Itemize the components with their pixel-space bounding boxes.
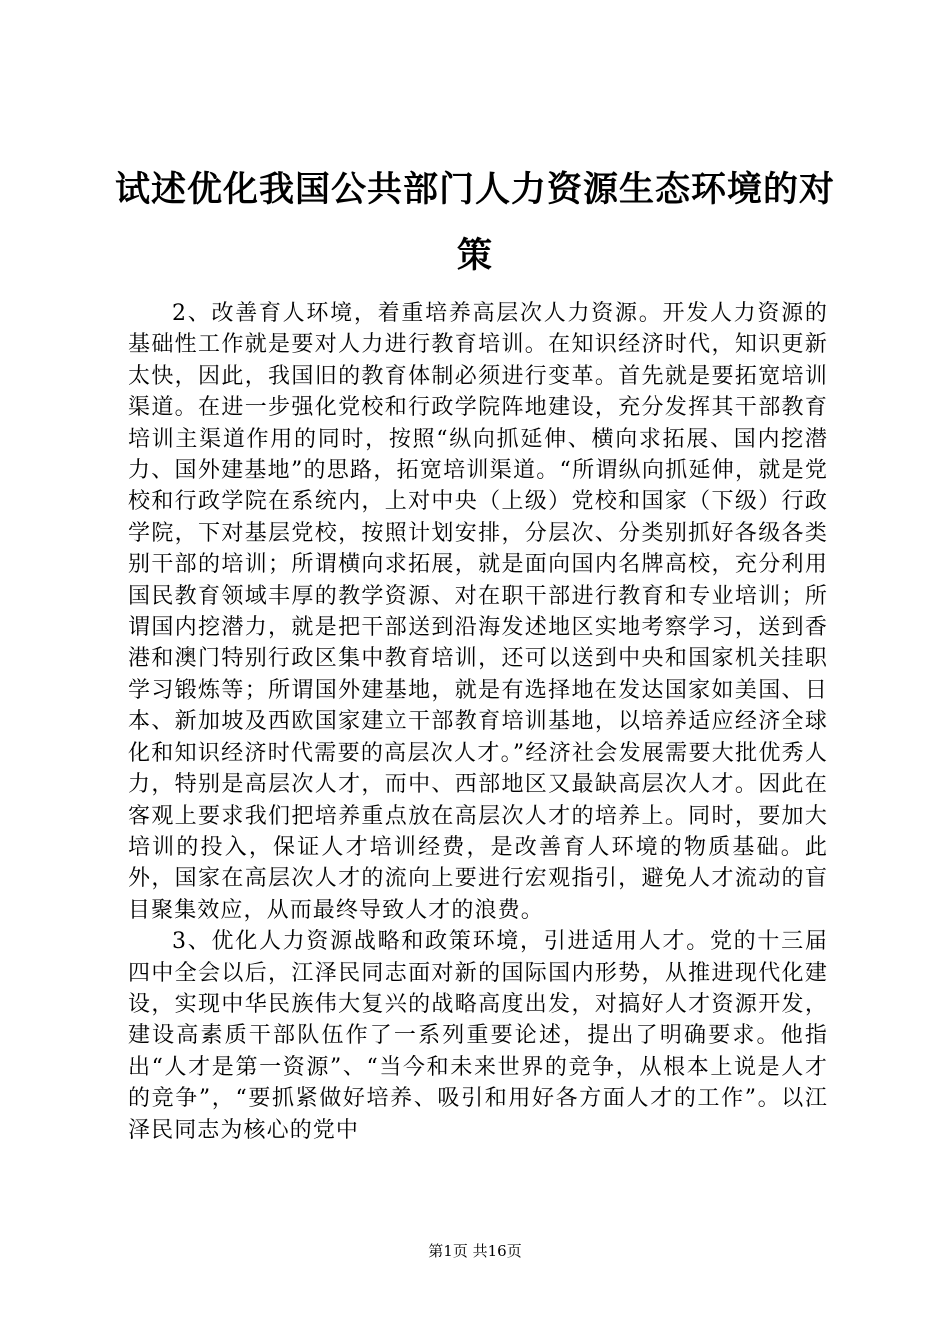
paragraph-2: 2、改善育人环境，着重培养高层次人力资源。开发人力资源的基础性工作就是要对人力进行教育培训。在知识经济时代，知识更新太快，因此，我国旧的教育体制必须进行变革。首先就是要拓宽培训渠道。在进一步强化党校和行政学院阵地建设，充分发挥其干部教育培训主渠道作用的同时，按照“纵向抓延伸、横向求拓展、国内挖潜力、国外建基地”的思路，拓宽培训渠道。“所谓纵向抓延伸，就是党校和行政学院在系统内，上对中央（上级）党校和国家（下级）行政学院，下对基层党校，按照计划安排，分层次、分类别抓好各级各类别干部的培训；所谓横向求拓展，就是面向国内名牌高校，充分利用国民教育领域丰厚的教学资源、对在职干部进行教育和专业培训；所谓国内挖潜力，就是把干部送到沿海发述地区实地考察学习，送到香港和澳门特别行政区集中教育培训，还可以送到中央和国家机关挂职学习锻炼等；所谓国外建基地，就是有选择地在发达国家如美国、日本、新加坡及西欧国家建立干部教育培训基地，以培养适应经济全球化和知识经济时代需要的高层次人才。”经济社会发展需要大批优秀人力，特别是高层次人才，而中、西部地区又最缺高层次人才。因此在客观上要求我们把培养重点放在高层次人才的培养上。同时，要加大培训的投入，保证人才培训经费，是改善育人环境的物质基础。此外，国家在高层次人才的流向上要进行宏观指引，避免人才流动的盲目聚集效应，从而最终导致人才的浪费。 — [128, 301, 828, 923]
document-title: 试述优化我国公共部门人力资源生态环境的对策 — [114, 170, 835, 276]
document-body — [128, 298, 828, 1146]
page-number-footer: 第1页 共16页 — [428, 1242, 522, 1260]
paragraph-3: 3、优化人力资源战略和政策环境，引进适用人才。党的十三届四中全会以后，江泽民同志面对新的国际国内形势，从推进现代化建设，实现中华民族伟大复兴的战略高度出发，对搞好人才资源开发，建设高素质干部队伍作了一系列重要论述，提出了明确要求。他指出“人才是第一资源”、“当今和未来世界的竞争，从根本上说是人才的竞争”，“要抓紧做好培养、吸引和用好各方面人才的工作”。以江泽民同志为核心的党中 — [128, 929, 828, 1143]
